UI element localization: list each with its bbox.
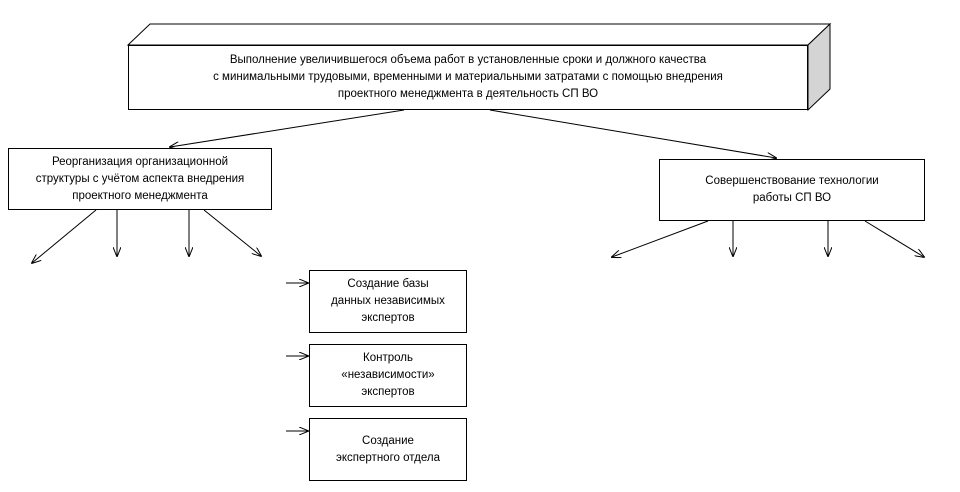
arrow-reorg-out-4 — [204, 210, 261, 256]
goal-line-1: Выполнение увеличившегося объема работ в установленные сроки и должного качества — [229, 54, 707, 66]
goal-line-2: с минимальными трудовыми, временными и материальными затратами с помощью внедрения — [213, 71, 723, 83]
reorganization-box — [8, 148, 272, 210]
reorganization-line-3: проектного менеджмента — [72, 189, 208, 202]
subitem-line: Создание базы — [347, 278, 429, 290]
technology-line-1: Совершенствование технологии — [705, 175, 879, 187]
goal-text — [213, 52, 723, 103]
technology-text — [705, 173, 878, 207]
reorganization-text — [36, 154, 245, 205]
arrow-tech-out-1 — [612, 221, 708, 257]
subitem-box-expert-database — [309, 270, 467, 333]
subitem-text — [341, 350, 434, 401]
subitem-box-independence-control — [309, 344, 467, 407]
goal-box — [128, 45, 808, 110]
subitem-line: «независимости» — [341, 369, 435, 381]
subitem-box-expert-department — [309, 418, 467, 481]
subitem-line: данных независимых — [331, 295, 445, 307]
subitem-line: экспертов — [361, 386, 415, 398]
subitem-text — [336, 433, 440, 467]
reorganization-line-1: Реорганизация организационной — [51, 155, 229, 168]
arrow-reorg-out-1 — [32, 210, 96, 263]
subitem-line: Контроль — [363, 352, 413, 364]
subitem-line: экспертов — [361, 312, 415, 324]
subitem-line: Создание — [362, 434, 414, 447]
subitem-text — [331, 276, 445, 327]
reorganization-line-2: структуры с учётом аспекта внедрения — [35, 172, 245, 185]
arrow-goal-to-reorg — [170, 110, 404, 147]
arrow-goal-to-tech — [490, 110, 776, 158]
technology-line-2: работы СП ВО — [752, 192, 832, 204]
subitem-line: экспертного отдела — [336, 451, 440, 464]
goal-box-top-face — [128, 24, 830, 45]
goal-line-3: проектного менеджмента в деятельность СП ВО — [337, 88, 599, 100]
technology-box — [659, 159, 925, 221]
arrow-tech-out-4 — [865, 221, 924, 257]
